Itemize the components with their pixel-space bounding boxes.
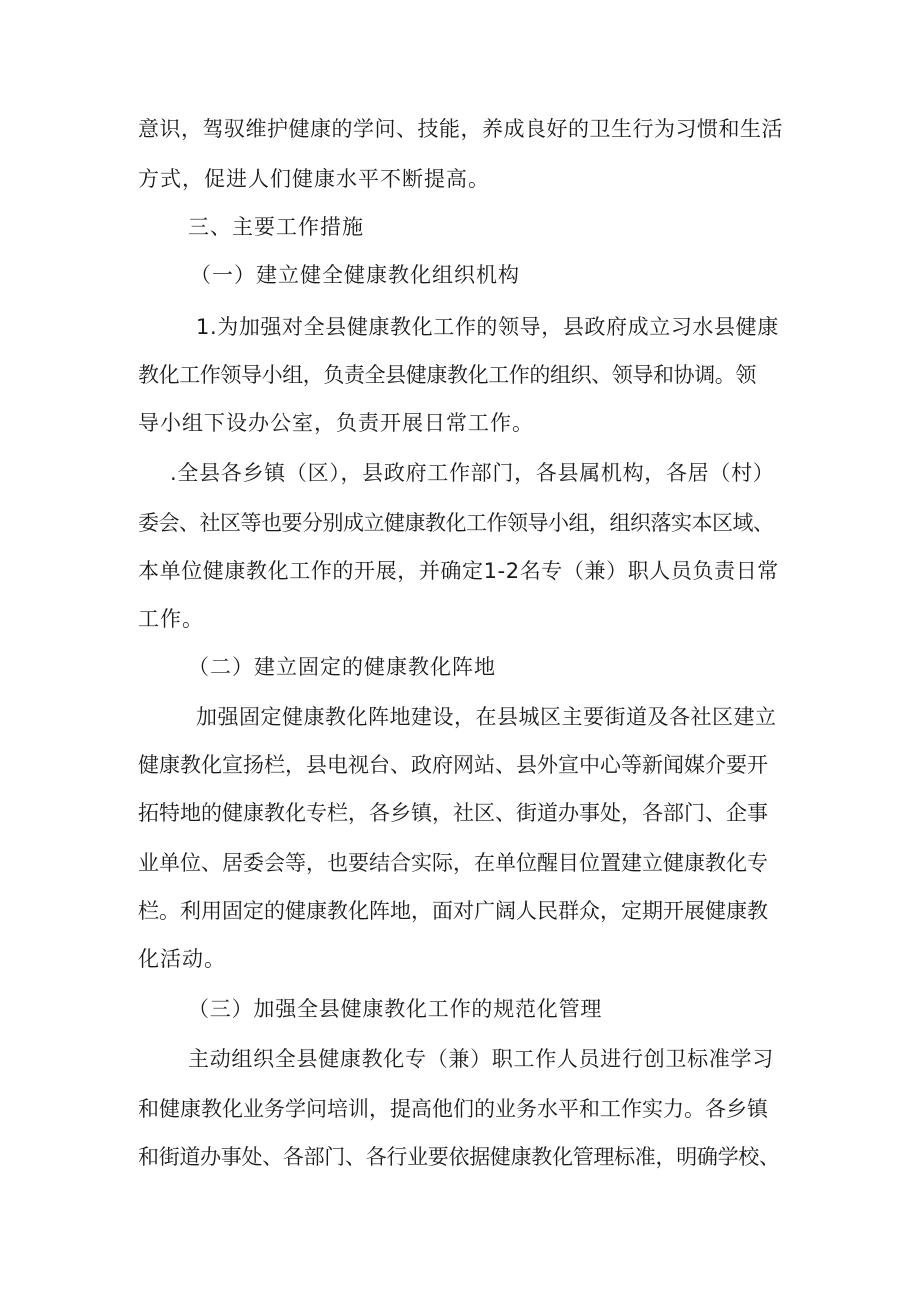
text-line: 工作。 <box>138 607 204 631</box>
text-line: 主动组织全县健康教化专（兼）职工作人员进行创卫标准学习 <box>188 1047 774 1071</box>
text-line: 导小组下设办公室，负责开展日常工作。 <box>138 411 534 435</box>
text-line: 意识，驾驭维护健康的学问、技能，养成良好的卫生行为习惯和生活 <box>138 117 783 141</box>
text-line: 拓特地的健康教化专栏，各乡镇，社区、街道办事处，各部门、企事 <box>138 801 768 825</box>
text-line: 化活动。 <box>138 947 226 971</box>
text-line: 栏。利用固定的健康教化阵地，面对广阔人民群众，定期开展健康教 <box>138 899 768 923</box>
subsection-heading: （一）建立健全健康教化组织机构 <box>190 263 520 287</box>
subsection-heading: （三）加强全县健康教化工作的规范化管理 <box>188 997 603 1021</box>
text-line: 教化工作领导小组，负责全县健康教化工作的组织、领导和协调。领 <box>138 363 756 387</box>
section-heading: 三、主要工作措施 <box>188 215 364 239</box>
text-line: 1.为加强对全县健康教化工作的领导，县政府成立习水县健康 <box>196 315 779 339</box>
text-line: 方式，促进人们健康水平不断提高。 <box>138 167 490 191</box>
text-line: 健康教化宣扬栏，县电视台、政府网站、县外宣中心等新闻媒介要开 <box>138 753 768 777</box>
text-line: 本单位健康教化工作的开展，并确定1-2名专（兼）职人员负责日常 <box>138 559 779 583</box>
text-line: 和健康教化业务学问培训，提高他们的业务水平和工作实力。各乡镇 <box>138 1097 768 1121</box>
subsection-heading: （二）建立固定的健康教化阵地 <box>188 655 496 679</box>
text-line: 加强固定健康教化阵地建设，在县城区主要街道及各社区建立 <box>196 705 777 729</box>
text-line: 委会、社区等也要分别成立健康教化工作领导小组，组织落实本区域、 <box>138 511 774 535</box>
text-line: .全县各乡镇（区），县政府工作部门，各县属机构，各居（村） <box>170 461 775 485</box>
text-line: 和街道办事处、各部门、各行业要依据健康教化管理标准，明确学校、 <box>138 1145 780 1169</box>
text-line: 业单位、居委会等，也要结合实际，在单位醒目位置建立健康教化专 <box>138 851 768 875</box>
